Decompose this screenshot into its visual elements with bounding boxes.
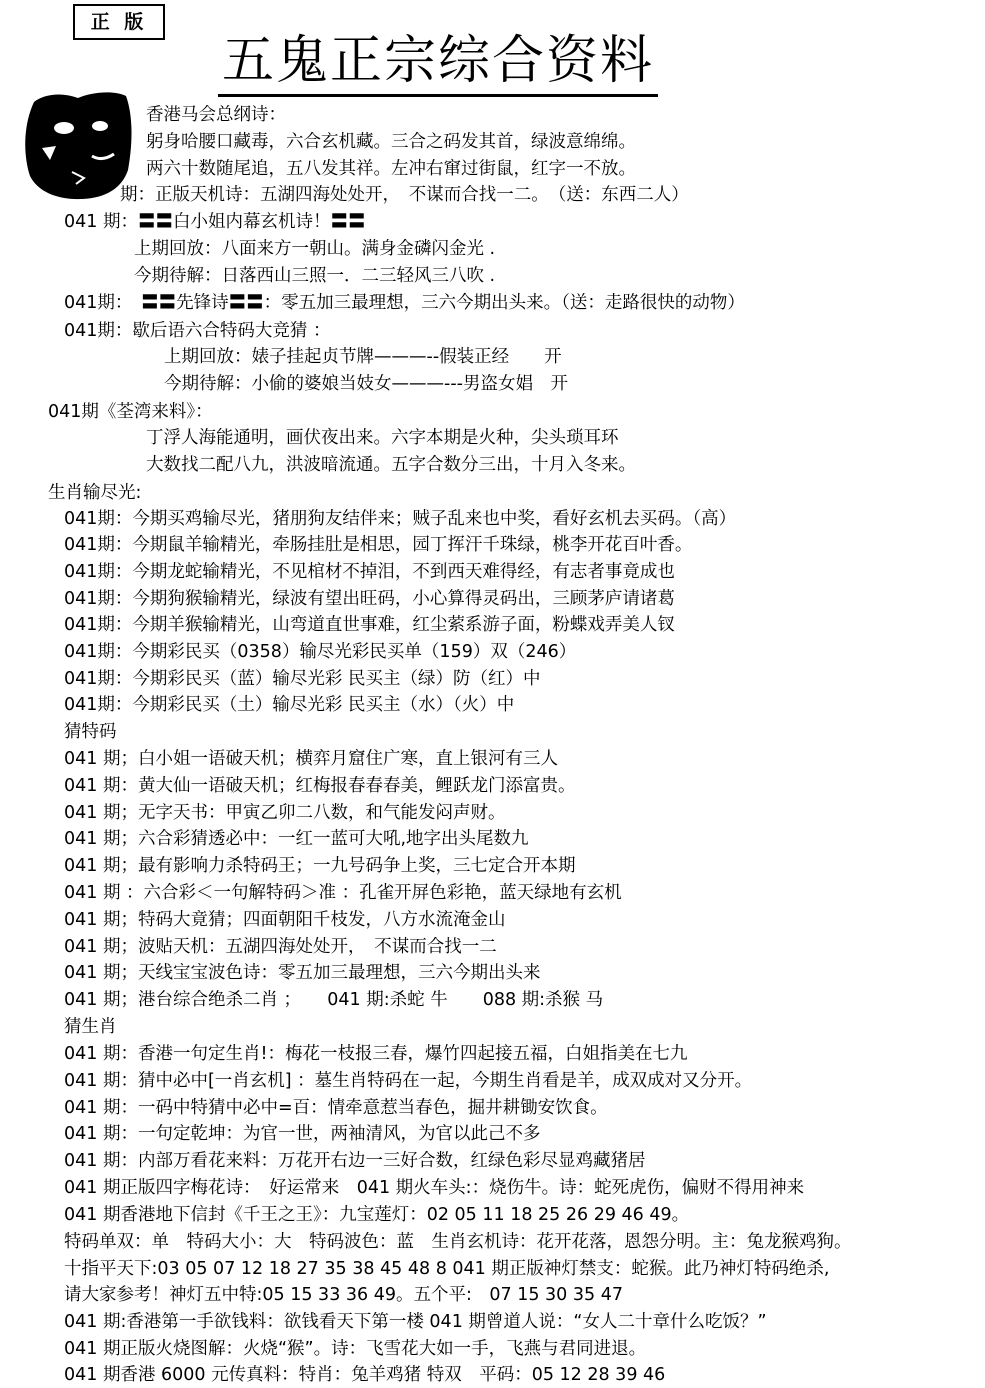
- text-line: 041 期：内部万看花来料：万花开右边一三好合数，红绿色彩尽显鸡藏猪居: [64, 1151, 646, 1171]
- text-line: 041 期；港台综合绝杀二肖 ； 041 期:杀蛇 牛 088 期:杀猴 马: [64, 990, 604, 1010]
- text-line: 十指平天下:03 05 07 12 18 27 35 38 45 48 8 041 期正版神灯禁支：蛇猴。此乃神灯特码绝杀,: [64, 1259, 830, 1279]
- text-line: 041 期正版四字梅花诗： 好运常来 041 期火车头:：烧伤牛。诗：蛇死虎伤，偏财不得用神来: [64, 1178, 805, 1198]
- text-line: 041 期；特码大竟猜；四面朝阳千枝发，八方水流淹金山: [64, 910, 506, 930]
- text-line: 041 期:香港第一手欲钱料：欲钱看天下第一楼 041 期曾道人说：“女人二十章什么吃饭？”: [64, 1312, 767, 1332]
- text-line: 大数找二配八九，洪波暗流通。五字合数分三出，十月入冬来。: [146, 455, 636, 475]
- text-line: 041期：今期彩民买（土）输尽光彩 民买主（水）（火）中: [64, 695, 515, 715]
- zhengban-badge: 正 版: [73, 4, 165, 40]
- text-line: 041 期：一码中特猜中必中=百：情牵意惹当春色，掘井耕锄安饮食。: [64, 1098, 608, 1118]
- page-title: 五鬼正宗综合资料: [218, 28, 658, 97]
- text-line: 041 期 ：六合彩＜一句解特码＞准 ：孔雀开屏色彩艳，蓝天绿地有玄机: [64, 883, 622, 903]
- text-line: 041 期：〓〓白小姐内幕玄机诗！〓〓: [64, 212, 366, 232]
- text-line: 今期待解：日落西山三照一．二三轻风三八吹 .: [134, 266, 496, 286]
- text-line: 特码单双：单 特码大小：大 特码波色：蓝 生肖玄机诗：花开花落，恩怨分明。主：兔龙猴鸡狗。: [64, 1232, 852, 1252]
- text-line: 041期《荃湾来料》：: [48, 402, 213, 422]
- text-line: 两六十数随尾追，五八发其祥。左冲右窜过街鼠，红字一不放。: [146, 159, 636, 179]
- text-line: 041 期；白小姐一语破天机；横弈月窟住广寒，直上银河有三人: [64, 749, 558, 769]
- text-line: 上期回放：八面来方一朝山。满身金磷闪金光 .: [134, 239, 496, 259]
- text-line: 041期：今期狗猴输精光，绿波有望出旺码，小心算得灵码出，三顾茅庐请诸葛: [64, 589, 675, 609]
- text-line: 041 期；天线宝宝波色诗：零五加三最理想，三六今期出头来: [64, 963, 541, 983]
- text-line: 041 期正版火烧图解：火烧“猴”。诗：飞雪花大如一手，飞燕与君同进退。: [64, 1339, 647, 1359]
- text-line: 041 期：黄大仙一语破天机；红梅报春春春美，鲤跃龙门添富贵。: [64, 776, 576, 796]
- text-line: 041 期；最有影响力杀特码王；一九号码争上奖，三七定合开本期: [64, 856, 576, 876]
- ghost-mask-image: [22, 88, 135, 200]
- text-line: 041期：今期彩民买（0358）输尽光彩民买单（159）双（246）: [64, 642, 577, 662]
- text-line: 躬身哈腰口藏毒，六合玄机藏。三合之码发其首，绿波意绵绵。: [146, 132, 636, 152]
- text-line: 041期：今期鼠羊输精光，牵肠挂肚是相思，园丁挥汗千珠绿，桃李开花百叶香。: [64, 535, 693, 555]
- text-line: 041期：今期龙蛇输精光，不见棺材不掉泪，不到西天难得经，有志者事竟成也: [64, 562, 675, 582]
- text-line: 请大家参考！神灯五中特:05 15 33 36 49。五个平: 07 15 30 35 47: [64, 1285, 623, 1305]
- text-line: 041期：今期买鸡输尽光，猪朋狗友结伴来；贼子乱来也中奖，看好玄机去买码。（高）: [64, 509, 737, 529]
- text-line: 041 期：猜中必中[一肖玄机] ：墓生肖特码在一起，今期生肖看是羊，成双成对又分开。: [64, 1071, 753, 1091]
- text-line: 期：正版天机诗：五湖四海处处开， 不谋而合找一二。 （送：东西二人）: [120, 185, 689, 205]
- text-line: 041 期；无字天书：甲寅乙卯二八数，和气能发闷声财。: [64, 803, 506, 823]
- text-line: 香港马会总纲诗：: [146, 105, 286, 125]
- text-line: 041 期：一句定乾坤：为官一世，两袖清风，为官以此己不多: [64, 1124, 541, 1144]
- section-heading: 猜特码: [64, 722, 117, 742]
- text-line: 丁浮人海能通明，画伏夜出来。六字本期是火种，尖头琐耳环: [146, 428, 619, 448]
- text-line: 今期待解：小偷的婆娘当妓女———---男盗女娼 开: [164, 374, 568, 394]
- section-heading: 生肖输尽光:: [48, 483, 142, 503]
- text-line: 041 期香港地下信封《千王之王》：九宝莲灯：02 05 11 18 25 26 29 46 49。: [64, 1205, 690, 1225]
- text-line: 041期：歇后语六合特码大竞猜 ：: [64, 321, 331, 341]
- text-line: 041 期：香港一句定生肖!：梅花一枝报三春，爆竹四起接五福，白姐指美在七九: [64, 1044, 688, 1064]
- text-line: 041 期香港 6000 元传真料：特肖：兔羊鸡猪 特双 平码：05 12 28 39 46: [64, 1365, 666, 1385]
- text-line: 041 期；六合彩猜透必中：一红一蓝可大吼,地字出头尾数九: [64, 829, 529, 849]
- text-line: 041期：今期彩民买（蓝）输尽光彩 民买主（绿）防（红）中: [64, 669, 541, 689]
- text-line: 041期： 〓〓先锋诗〓〓：零五加三最理想，三六今期出头来。（送：走路很快的动物）: [64, 293, 745, 313]
- section-heading: 猜生肖: [64, 1017, 117, 1037]
- text-line: 上期回放：婊子挂起贞节牌———--假装正经 开: [164, 347, 562, 367]
- text-line: 041 期；波贴天机：五湖四海处处开， 不谋而合找一二: [64, 937, 497, 957]
- text-line: 041期：今期羊猴输精光，山弯道直世事难，红尘萦系游子面，粉蝶戏弄美人钗: [64, 615, 675, 635]
